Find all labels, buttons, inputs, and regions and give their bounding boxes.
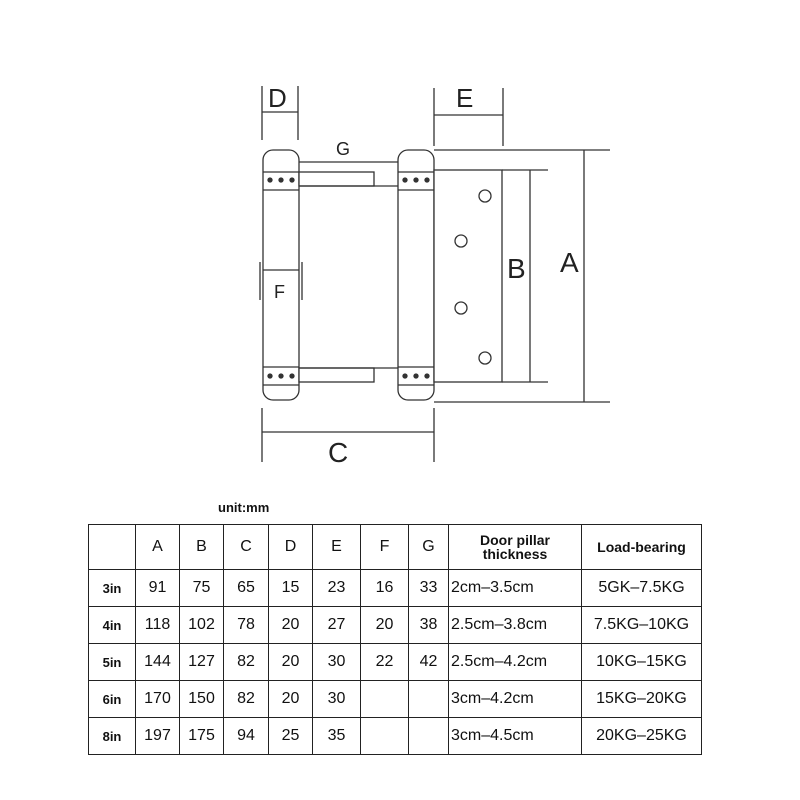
- right-barrel: [398, 150, 434, 400]
- cell-d: 20: [269, 681, 313, 718]
- cell-b: 175: [180, 718, 224, 755]
- cell-b: 127: [180, 644, 224, 681]
- size-cell: 8in: [89, 718, 136, 755]
- cell-c: 94: [224, 718, 269, 755]
- table-row: [89, 607, 702, 644]
- cell-pillar: 2.5cm–3.8cm: [449, 607, 582, 644]
- cell-d: 20: [269, 644, 313, 681]
- header-d: D: [269, 525, 313, 570]
- cell-c: 82: [224, 644, 269, 681]
- cell-g: 42: [409, 644, 449, 681]
- size-cell: 5in: [89, 644, 136, 681]
- cell-e: 35: [313, 718, 361, 755]
- cell-load: 20KG–25KG: [582, 718, 702, 755]
- label-a: A: [560, 247, 579, 278]
- middle-leaf: [299, 162, 398, 382]
- label-c: C: [328, 437, 349, 468]
- cell-a: 197: [136, 718, 180, 755]
- cell-g: [409, 718, 449, 755]
- cell-pillar: 3cm–4.5cm: [449, 718, 582, 755]
- cell-c: 65: [224, 570, 269, 607]
- size-cell: 6in: [89, 681, 136, 718]
- table-row: [89, 644, 702, 681]
- label-b: B: [507, 253, 526, 284]
- cell-f: 22: [361, 644, 409, 681]
- cell-b: 150: [180, 681, 224, 718]
- label-f: F: [274, 282, 285, 302]
- table-row: [89, 718, 702, 755]
- header-g: G: [409, 525, 449, 570]
- cell-e: 30: [313, 681, 361, 718]
- cell-f: 16: [361, 570, 409, 607]
- cell-a: 118: [136, 607, 180, 644]
- size-cell: 3in: [89, 570, 136, 607]
- cell-load: 5GK–7.5KG: [582, 570, 702, 607]
- cell-b: 75: [180, 570, 224, 607]
- cell-f: [361, 718, 409, 755]
- mounting-plate: [434, 170, 502, 382]
- cell-b: 102: [180, 607, 224, 644]
- table-row: [89, 681, 702, 718]
- header-size: [89, 525, 136, 570]
- cell-a: 91: [136, 570, 180, 607]
- cell-load: 10KG–15KG: [582, 644, 702, 681]
- cell-g: 33: [409, 570, 449, 607]
- cell-g: 38: [409, 607, 449, 644]
- cell-d: 15: [269, 570, 313, 607]
- cell-e: 27: [313, 607, 361, 644]
- header-c: C: [224, 525, 269, 570]
- cell-a: 170: [136, 681, 180, 718]
- cell-c: 82: [224, 681, 269, 718]
- cell-pillar: 3cm–4.2cm: [449, 681, 582, 718]
- size-cell: 4in: [89, 607, 136, 644]
- left-barrel: [263, 150, 299, 400]
- header-e: E: [313, 525, 361, 570]
- cell-pillar: 2.5cm–4.2cm: [449, 644, 582, 681]
- spec-table: [88, 524, 702, 755]
- cell-g: [409, 681, 449, 718]
- cell-d: 20: [269, 607, 313, 644]
- cell-e: 30: [313, 644, 361, 681]
- label-e: E: [456, 83, 474, 113]
- cell-pillar: 2cm–3.5cm: [449, 570, 582, 607]
- label-g: G: [336, 139, 351, 159]
- header-load-bearing: Load-bearing: [582, 525, 702, 570]
- cell-f: [361, 681, 409, 718]
- unit-label: unit:mm: [218, 500, 270, 515]
- cell-load: 15KG–20KG: [582, 681, 702, 718]
- table-row: [89, 570, 702, 607]
- cell-load: 7.5KG–10KG: [582, 607, 702, 644]
- label-d: D: [268, 83, 287, 113]
- header-b: B: [180, 525, 224, 570]
- table-header-row: [89, 525, 702, 570]
- header-f: F: [361, 525, 409, 570]
- cell-f: 20: [361, 607, 409, 644]
- header-a: A: [136, 525, 180, 570]
- cell-d: 25: [269, 718, 313, 755]
- cell-c: 78: [224, 607, 269, 644]
- header-door-pillar: Door pillar thickness: [449, 525, 582, 570]
- cell-a: 144: [136, 644, 180, 681]
- cell-e: 23: [313, 570, 361, 607]
